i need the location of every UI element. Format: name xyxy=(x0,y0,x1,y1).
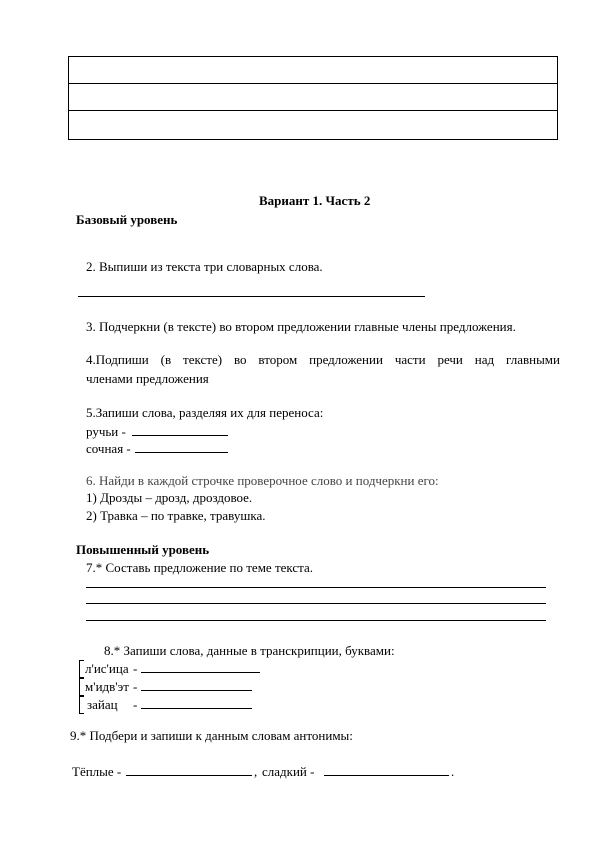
answer-line[interactable] xyxy=(126,775,252,776)
task-9-word-2: сладкий - xyxy=(262,764,315,779)
task-8-transcription-2: м'идв'эт xyxy=(85,679,129,694)
transcription-bracket xyxy=(79,696,84,714)
transcription-bracket xyxy=(79,678,84,696)
task-8-transcription-3: зайац xyxy=(87,697,118,712)
task-6-line-1: 1) Дрозды – дрозд, дроздовое. xyxy=(86,490,253,505)
transcription-bracket xyxy=(79,660,84,678)
task-6-line-2: 2) Травка – по травке, травушка. xyxy=(86,508,266,523)
advanced-level-heading: Повышенный уровень xyxy=(76,542,210,557)
task-5: 5.Запиши слова, разделяя их для переноса: xyxy=(86,405,324,420)
header-table-row xyxy=(69,57,557,84)
answer-line[interactable] xyxy=(324,775,449,776)
task-8: 8.* Запиши слова, данные в транскрипции, буквами: xyxy=(104,643,395,658)
answer-line[interactable] xyxy=(86,587,546,588)
task-5-word-1: ручьи - xyxy=(86,424,126,439)
task-5-word-2: сочная - xyxy=(86,441,131,456)
answer-line[interactable] xyxy=(78,296,425,297)
header-table-row xyxy=(69,111,557,138)
task-6: 6. Найди в каждой строчке проверочное слово и подчеркни его: xyxy=(86,473,439,488)
task-9-word-1: Тёплые - xyxy=(72,764,122,779)
answer-line[interactable] xyxy=(141,708,252,709)
answer-line[interactable] xyxy=(141,672,260,673)
header-table xyxy=(68,56,558,140)
task-7: 7.* Составь предложение по теме текста. xyxy=(86,560,314,575)
answer-line[interactable] xyxy=(135,452,228,453)
task-4-line-1: 4.Подпиши (в тексте) во втором предложении части речи над главными xyxy=(86,352,560,367)
task-3: 3. Подчеркни (в тексте) во втором предложении главные члены предложения. xyxy=(86,319,516,334)
page-title: Вариант 1. Часть 2 xyxy=(259,193,371,208)
header-table-row xyxy=(69,84,557,111)
answer-line[interactable] xyxy=(132,435,228,436)
task-2: 2. Выпиши из текста три словарных слова. xyxy=(86,259,323,274)
answer-line[interactable] xyxy=(86,620,546,621)
task-4-line-2: членами предложения xyxy=(86,371,209,386)
answer-line[interactable] xyxy=(141,690,252,691)
answer-line[interactable] xyxy=(86,603,546,604)
basic-level-heading: Базовый уровень xyxy=(76,212,178,227)
task-8-transcription-1: л'ис'ица xyxy=(85,661,129,676)
task-9: 9.* Подбери и запиши к данным словам антонимы: xyxy=(70,728,353,743)
